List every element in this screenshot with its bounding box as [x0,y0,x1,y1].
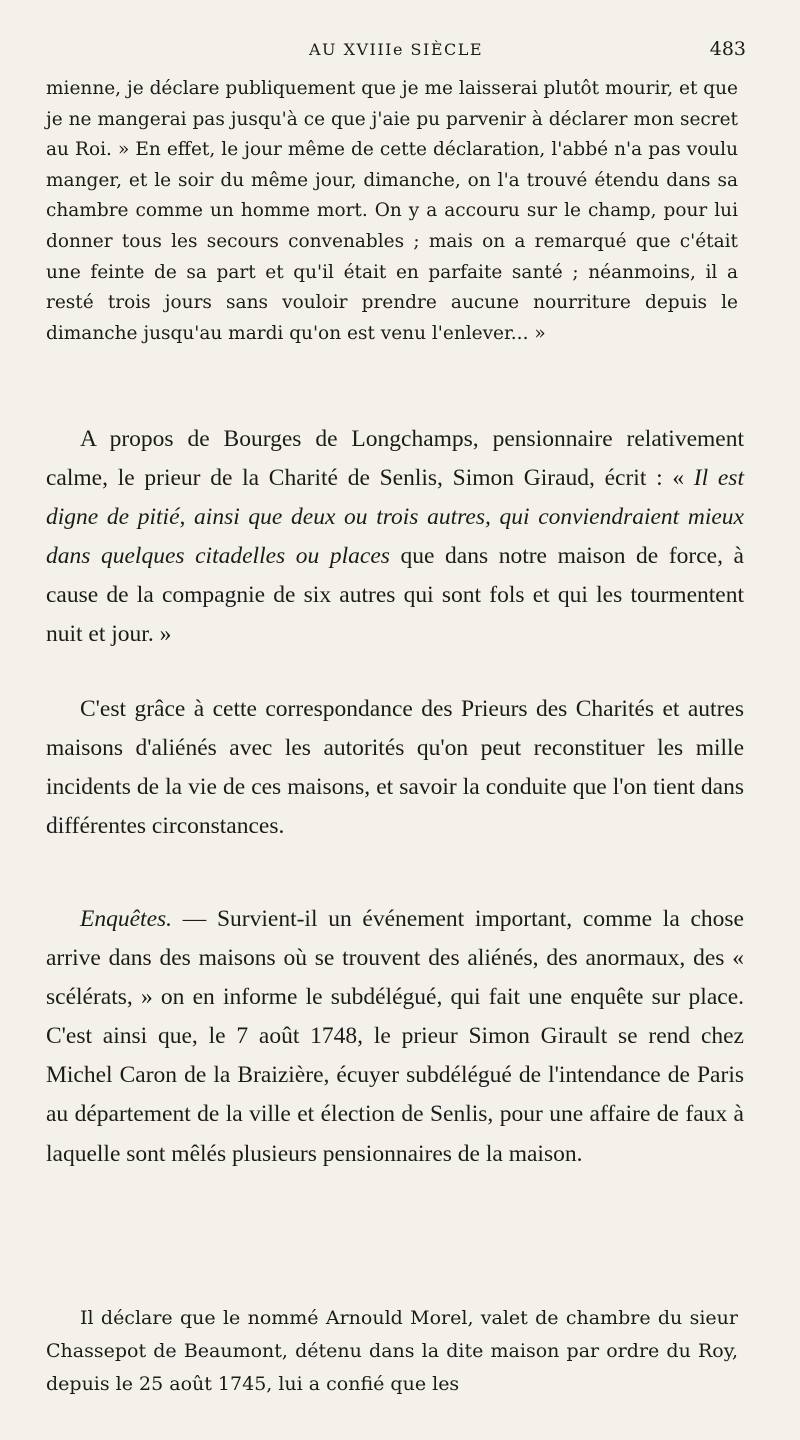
running-title: AU XVIIIe SIÈCLE [308,40,484,59]
paragraph-morel-text: Il déclare que le nommé Arnould Morel, valet de chambre du sieur Chassepot de Beaumont, détenu dans la dite maison par ordre du Roy, depuis le 25 août 1745, lui a confié que les [46,1307,738,1395]
paragraph-morel [46,1302,738,1401]
bourges-italic-quote: Il est digne de pitié, ainsi que deux ou trois autres, qui conviendraient mieux dans quelques citadelles ou places [46,465,744,570]
bourges-tail: que dans notre maison de force, à cause de la compagnie de six autres qui sont fols et qui les tourmentent nuit et jour. » [46,543,744,648]
paragraph-correspondance [46,690,744,846]
paragraph-bourges-text [46,420,744,655]
quote-continuation [46,74,738,349]
paragraph-bourges [46,420,744,655]
enquetes-body: — Survient-il un événement important, comme la chose arrive dans des maisons où se trouvent des aliénés, des anormaux, des « scélérats, » on en informe le subdélégué, qui fait une enquête sur place. C'est ainsi que, le 7 août 1748, le prieur Simon Girault se rend chez Michel Caron de la Braizière, écuyer subdélégué de l'intendance de Paris au département de la ville et élection de Senlis, pour une affaire de faux à laquelle sont mêlés plusieurs pensionnaires de la maison. [46,906,744,1167]
enquetes-heading: Enquêtes. [80,906,173,932]
page-number: 483 [709,38,746,60]
running-header [46,36,746,62]
bourges-lead: A propos de Bourges de Longchamps, pensionnaire relativement calme, le prieur de la Charité de Senlis, Simon Giraud, écrit : « [46,426,744,492]
quote-text: mienne, je déclare publiquement que je me laisserai plutôt mourir, et que je ne mangerai pas jusqu'à ce que j'aie pu parvenir à déclarer mon secret au Roi. » En effet, le jour même de cette déclaration, l'abbé n'a pas voulu manger, et le soir du même jour, dimanche, on l'a trouvé étendu dans sa chambre comme un homme mort. On y a accouru sur le champ, pour lui donner tous les secours convenables ; mais on a remarqué que c'était une feinte de sa part et qu'il était en parfaite santé ; néanmoins, il a resté trois jours sans vouloir prendre aucune nourriture depuis le dimanche jusqu'au mardi qu'on est venu l'enlever... » [46,78,738,344]
paragraph-enquetes [46,900,744,1174]
paragraph-enquetes-text [46,900,744,1174]
paragraph-correspondance-text: C'est grâce à cette correspondance des Prieurs des Charités et autres maisons d'aliénés avec les autorités qu'on peut reconstituer les mille incidents de la vie de ces maisons, et savoir la conduite que l'on tient dans différentes circonstances. [46,696,744,840]
